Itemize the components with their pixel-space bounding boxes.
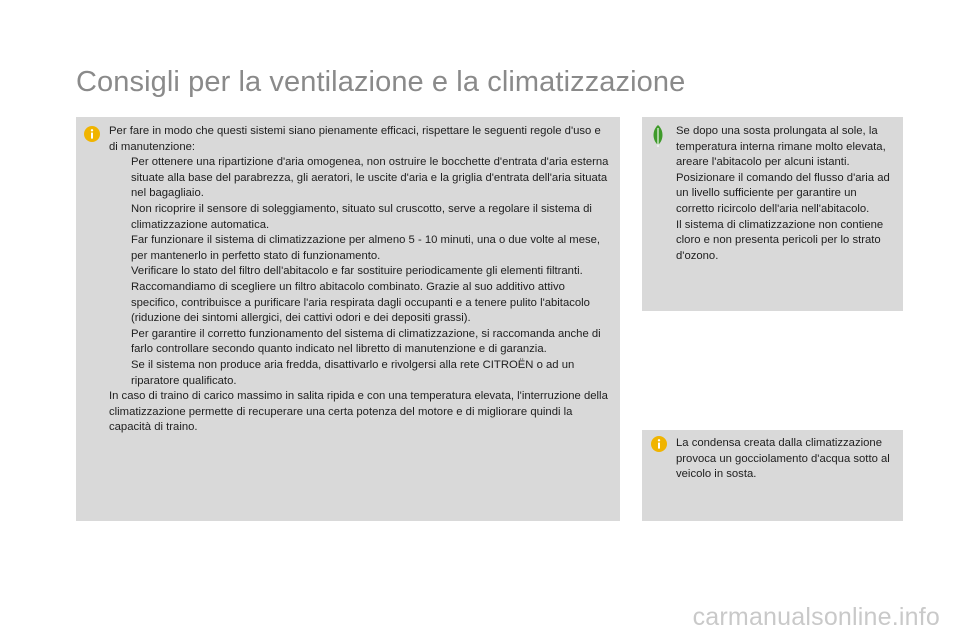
list-item [109,155,612,202]
condensation-note-box [642,430,903,521]
watermark: carmanualsonline.info [692,603,940,631]
list-item-text: Se il sistema non produce aria fredda, disattivarlo e rivolgersi alla rete CITROËN o ad un riparatore qualificato. [131,358,575,387]
list-item-text: Per garantire il corretto funzionamento del sistema di climatizzazione, si raccomanda anche di farlo controllare secondo quanto indicato nel libretto di manutenzione e di garanzia. [131,327,601,356]
eco-paragraph: Se dopo una sosta prolungata al sole, la temperatura interna rimane molto elevata, areare l'abitacolo per alcuni istanti. [676,125,886,169]
page-title: Consigli per la ventilazione e la climatizzazione [76,66,686,98]
condensation-text: La condensa creata dalla climatizzazione provoca un gocciolamento d'acqua sotto al veicolo in sosta. [676,437,890,481]
eco-paragraph: Il sistema di climatizzazione non contiene cloro e non presenta pericoli per lo strato d'ozono. [676,218,884,262]
tips-list [109,155,612,389]
eco-leaf-icon [651,125,665,147]
list-item [109,264,612,326]
eco-tips-box [642,117,903,311]
list-item-extra: Raccomandiamo di scegliere un filtro abitacolo combinato. Grazie al suo additivo attivo specifico, contribuisce a purificare l'aria respirata dagli occupanti e a tenere pulito l'abitacolo (riduzione dei sintomi allergici, dei cattivi odori e dei depositi grassi). [131,280,590,325]
list-item-text: Far funzionare il sistema di climatizzazione per almeno 5 - 10 minuti, una o due volte al mese, per mantenerlo in perfetto stato di funzionamento. [131,234,601,262]
list-item [109,327,612,358]
list-item-text: Non ricoprire il sensore di soleggiamento, situato sul cruscotto, serve a regolare il sistema di climatizzazione automatica. [131,202,592,231]
tips-outro: In caso di traino di carico massimo in salita ripida e con una temperatura elevata, l'interruzione della climatizzazione permette di recuperare una certa potenza del motore e di migliorare quindi la capacità di traino. [109,390,608,434]
list-item [109,233,612,264]
tips-intro: Per fare in modo che questi sistemi siano pienamente efficaci, rispettare le seguenti regole d'uso e di manutenzione: [109,125,601,153]
info-icon [651,436,667,452]
list-item [109,358,612,389]
info-icon [84,126,100,142]
ventilation-tips-box [76,117,620,521]
list-item-text: Verificare lo stato del filtro dell'abitacolo e far sostituire periodicamente gli elementi filtranti. [131,265,583,278]
list-item-text: Per ottenere una ripartizione d'aria omogenea, non ostruire le bocchette d'entrata d'aria esterna situate alla base del parabrezza, gli aeratori, le uscite d'aria e la griglia d'entrata dell'aria situata nel bagagliaio. [131,156,609,200]
eco-paragraph: Posizionare il comando del flusso d'aria ad un livello sufficiente per garantire un corretto ricircolo dell'aria nell'abitacolo. [676,171,890,215]
list-item [109,202,612,233]
